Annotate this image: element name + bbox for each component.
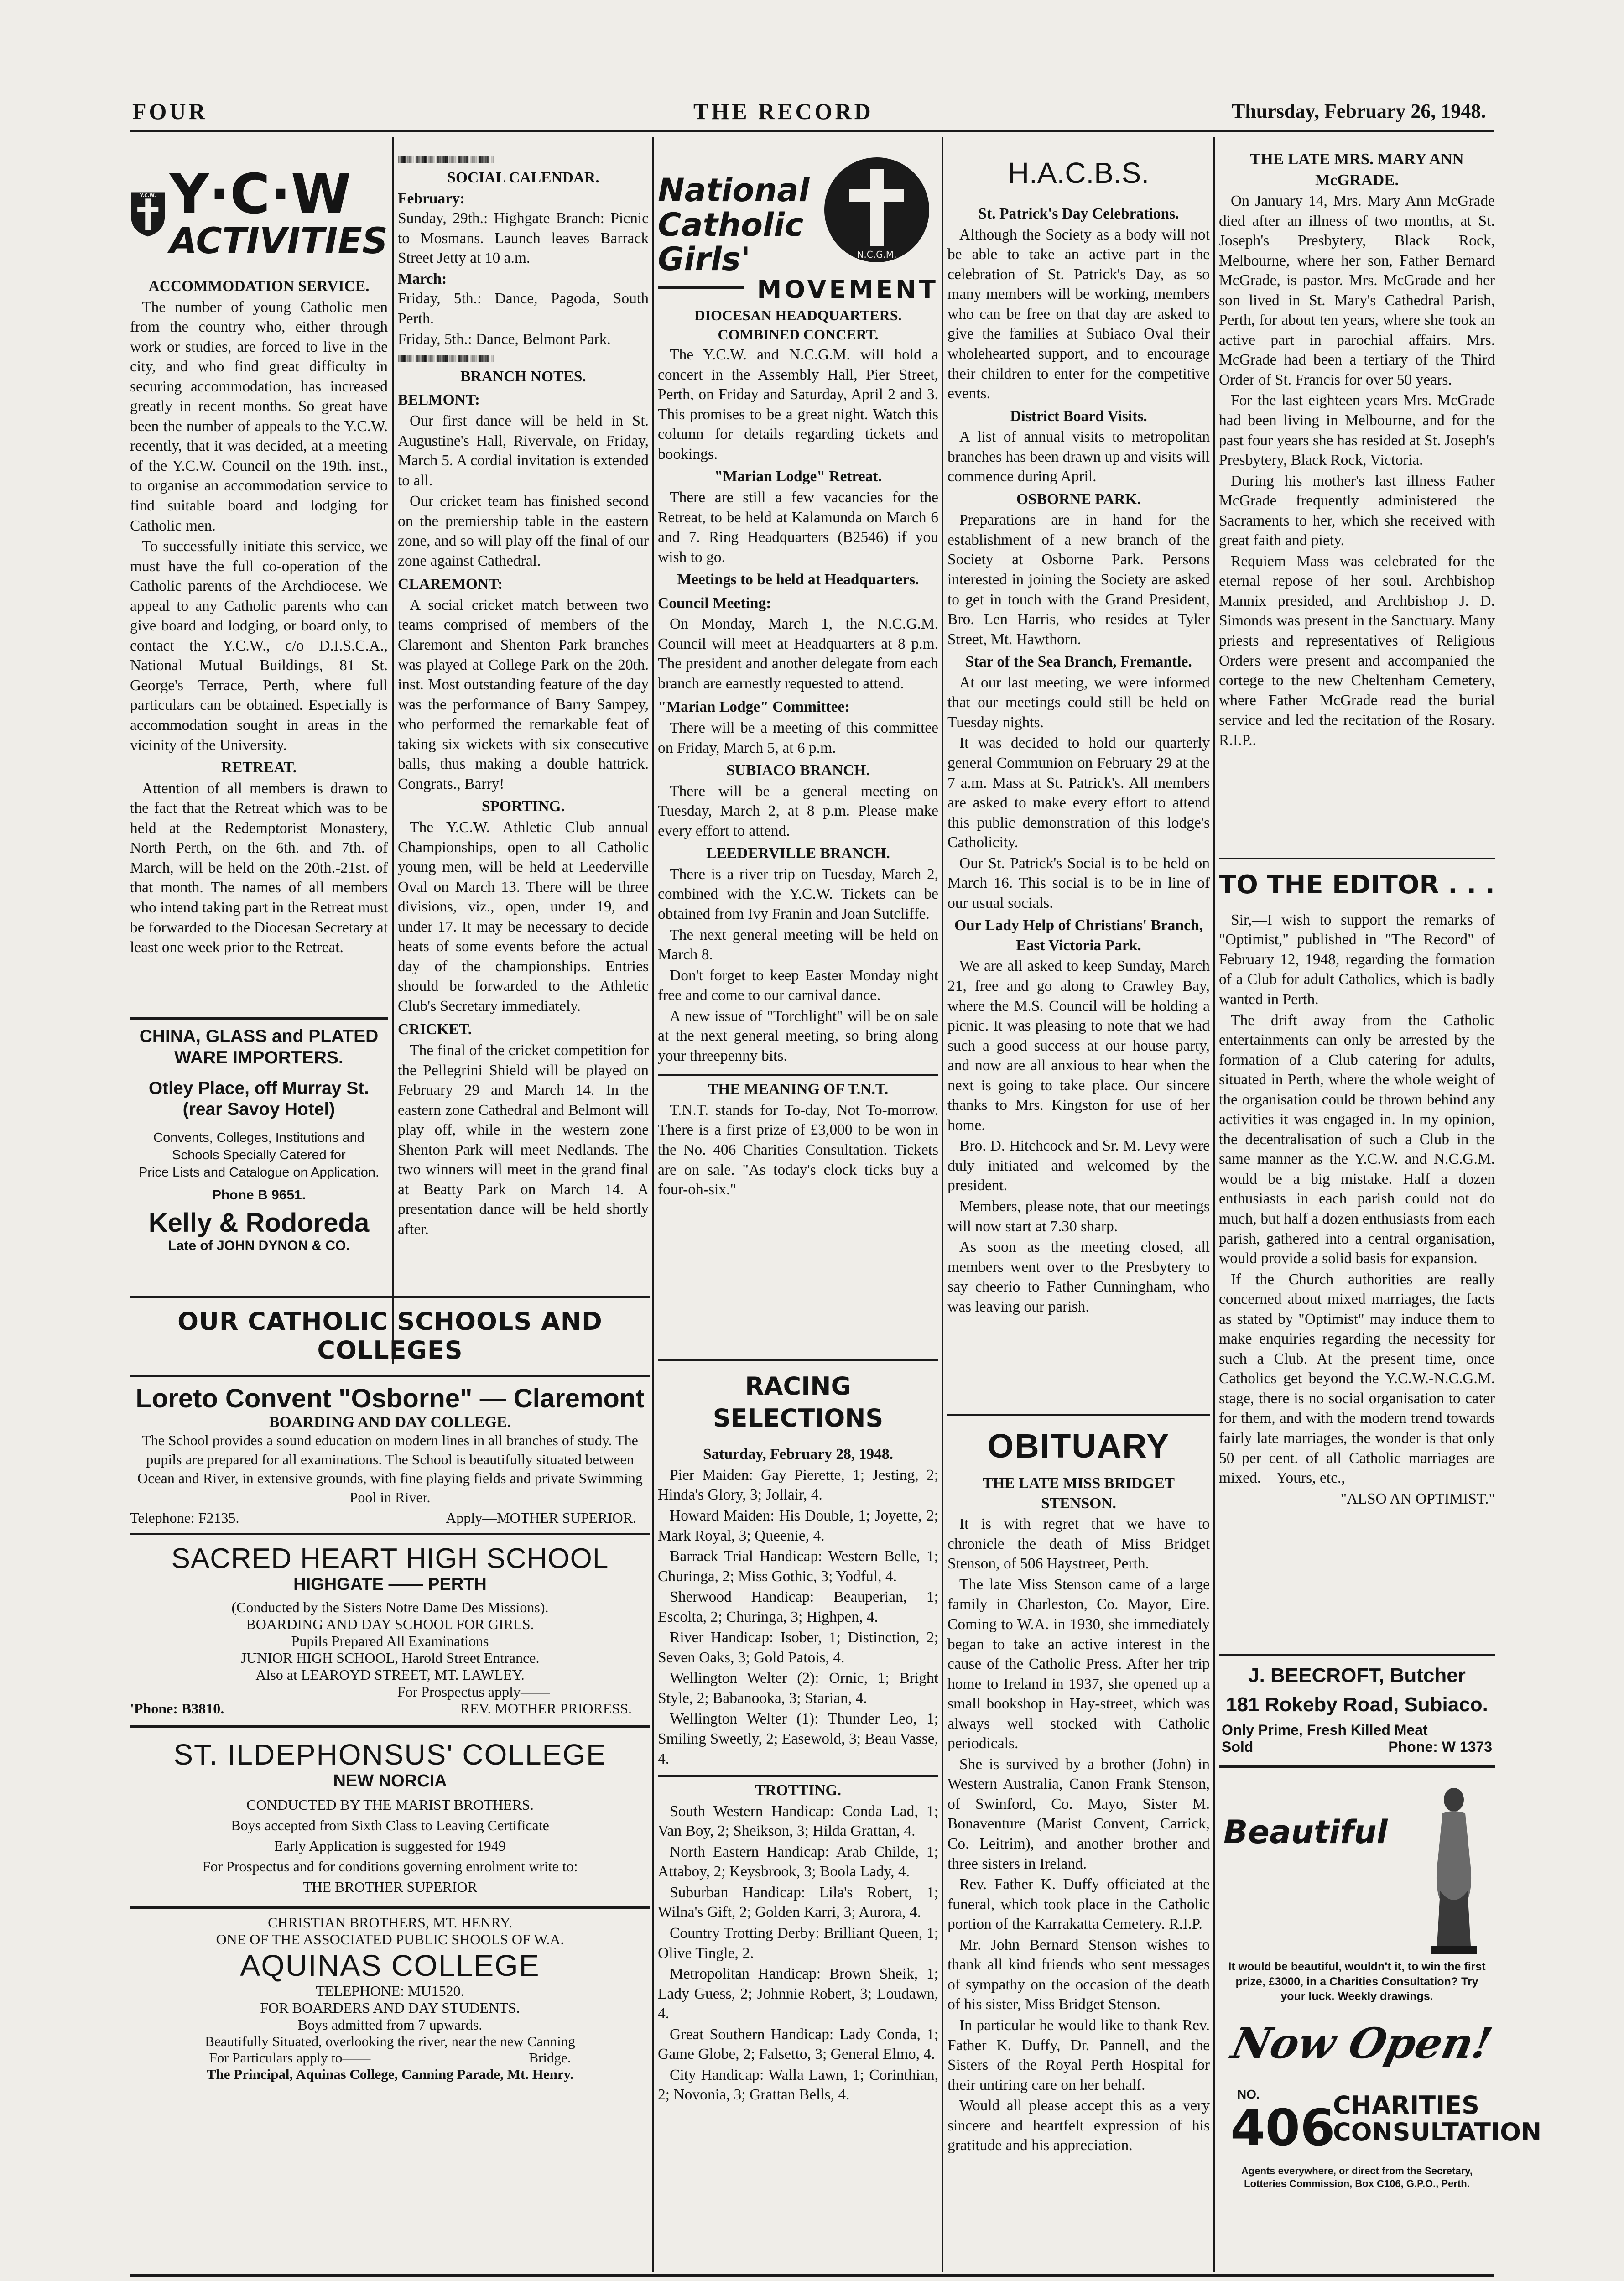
section-rule xyxy=(658,1359,938,1361)
article-paragraph: Mr. John Bernard Stenson wishes to thank all kind friends who sent messages of sympathy on the occasion of the death of his sister, Miss Bridget Stenson. xyxy=(947,1936,1210,2013)
section-heading: Our Lady Help of Christians' Branch, East Victoria Park. xyxy=(954,917,1203,954)
aq-board: FOR BOARDERS AND DAY STUDENTS. xyxy=(260,2000,520,2016)
article-paragraph: At our last meeting, we were informed that our meetings could still be held on Tuesday nights. xyxy=(947,674,1210,731)
race-entry: Suburban Handicap: Lila's Robert, 1; Wilna's Gift, 2; Golden Karri, 3; Aurora, 4. xyxy=(658,1884,938,1921)
ad-firm: Kelly & Rodoreda xyxy=(148,1208,370,1238)
race-entry: Country Trotting Derby: Brilliant Queen, 1; Olive Tingle, 2. xyxy=(658,1924,938,1962)
trot-list xyxy=(658,1802,938,2105)
article-paragraph: There are still a few vacancies for the Retreat, to be held at Kalamunda on March 6 and 7. Ring Headquarters (B2546) if you wish to go. xyxy=(658,489,938,566)
butcher-sold: Sold xyxy=(1222,1739,1254,1755)
venus-statue-icon xyxy=(1420,1781,1488,1955)
article-paragraph: The late Miss Stenson came of a large family in Charleston, Co. Mayor, Eire. Coming to W.A. in 1930, she immediately began to take an active interest in the cause of the Catholic Press. After her trip home to Ireland in 1937, she opened up a small bookshop in Hay-street, which was always well stocked with Catholic periodicals. xyxy=(947,1576,1210,1752)
now-open-title: Now Open! xyxy=(1227,2019,1497,2068)
aq-line: The Principal, Aquinas College, Canning Parade, Mt. Henry. xyxy=(206,2066,574,2083)
section-heading: SUBIACO BRANCH. xyxy=(726,762,870,779)
loreto-phone: Telephone: F2135. xyxy=(130,1510,239,1526)
charities-name: CONSULTATION xyxy=(1333,2118,1542,2147)
subheading: February: xyxy=(398,190,465,207)
section-heading: BRANCH NOTES. xyxy=(460,368,586,385)
aq-title: AQUINAS COLLEGE xyxy=(240,1948,540,1983)
article-paragraph: She is survived by a brother (John) in Western Australia, Canon Frank Stenson, of Swinford, Co. Mayo, Sister M. Bonaventure (Marist Convent, Carrick, Co. Leitrim), and another brother and three sisters in Ireland. xyxy=(947,1755,1210,1872)
issue-date: Thursday, February 26, 1948. xyxy=(1232,100,1486,122)
section-heading: St. Patrick's Day Celebrations. xyxy=(978,205,1179,223)
section-rule xyxy=(658,1074,938,1076)
article-paragraph: During his mother's last illness Father McGrade frequently administered the Sacraments to her, which she received with great faith and piety. xyxy=(1219,472,1495,549)
article-paragraph: Our first dance will be held in St. Augustine's Hall, Rivervale, on Friday, March 5. A cordial invitation is extended to all. xyxy=(398,412,649,489)
article-paragraph: Attention of all members is drawn to the fact that the Retreat which was to be held at the Redemptorist Monastery, North Perth, on the 6th. and 7th. of March, will be held on the 20th.-21st. of that month. The names of all members who intend taking part in the Retreat must be forwarded to the Diocesan Secretary at least one week prior to the Retreat. xyxy=(130,780,388,956)
section-heading: District Board Visits. xyxy=(1010,407,1147,425)
section-heading: RETREAT. xyxy=(221,759,297,776)
article-paragraph: It is with regret that we have to chronicle the death of Miss Bridget Stenson, of 506 Haystreet, Perth. xyxy=(947,1515,1210,1573)
ad-late: Late of JOHN DYNON & CO. xyxy=(168,1238,350,1254)
article-paragraph: T.N.T. stands for To-day, Not To-morrow. There is a first prize of £3,000 to be won in the No. 406 Charities Consultation. Tickets are on sale. "As today's clock ticks buy a four-oh-six." xyxy=(658,1101,938,1198)
charities-ad xyxy=(1219,1772,1542,2274)
article-paragraph: Don't forget to keep Easter Monday night free and come to our carnival dance. xyxy=(658,967,938,1004)
ncgm-movement: MOVEMENT xyxy=(757,275,938,304)
article-paragraph: The number of young Catholic men from the country who, either through work or studies, are forced to live in the city, and who find great difficulty in securing accommodation, has increased greatly in recent months. So great have been the number of appeals to the Y.C.W. recently, that it was decided, at a meeting of the Y.C.W. Council on the 19th. inst., to organise an accommodation service to find suitable board and lodging for Catholic men. xyxy=(130,298,388,534)
ild-line: Boys accepted from Sixth Class to Leaving Certificate xyxy=(231,1817,549,1834)
ild-sub: NEW NORCIA xyxy=(333,1771,447,1791)
subheading: BELMONT: xyxy=(398,391,480,409)
article-paragraph: A social cricket match between two teams comprised of members of the Claremont and Shenton Park branches was played at College Park on the 20th. inst. Most outstanding feature of the day was the performance of Barry Sampey, who performed the remarkable feat of taking six wickets with six consecutive balls, thus making a double hattrick. Congrats., Barry! xyxy=(398,596,649,792)
racing-title: RACING SELECTIONS xyxy=(713,1372,884,1433)
paper-title: THE RECORD xyxy=(693,99,874,124)
ycw-logo-text: Y·C·W xyxy=(169,163,351,227)
race-entry: City Handicap: Walla Lawn, 1; Corinthian, 2; Novonia, 3; Grattan Bells, 4. xyxy=(658,2066,938,2104)
sh-junior: JUNIOR HIGH SCHOOL, Harold Street Entrance. xyxy=(240,1650,540,1666)
article-paragraph: For the last eighteen years Mrs. McGrade had been living in Melbourne, and for the past four years she has resided at St. Joseph's Presbytery, Black Rock, Victoria. xyxy=(1219,392,1495,469)
subheading: "Marian Lodge" Committee: xyxy=(658,698,850,716)
butcher-name: J. BEECROFT, Butcher xyxy=(1248,1664,1466,1687)
section-heading: DIOCESAN HEADQUARTERS. COMBINED CONCERT. xyxy=(694,307,902,343)
charities-no: NO. xyxy=(1237,2087,1260,2101)
letter-paragraph: Sir,—I wish to support the remarks of "Optimist," published in "The Record" of February 12, 1948, regarding the formation of a Club for adult Catholics, which is badly wanted in Perth. xyxy=(1219,911,1495,1008)
masthead-rule xyxy=(130,130,1494,132)
sh-mother: REV. MOTHER PRIORESS. xyxy=(460,1700,632,1717)
subheading: CLAREMONT: xyxy=(398,576,503,593)
ncgm-column xyxy=(658,146,938,1300)
section-heading: SPORTING. xyxy=(481,798,565,815)
letter-paragraph: If the Church authorities are really concerned about mixed marriages, the facts as stated by "Optimist" may induce them to make enquiries regarding the necessity for such a Club. At the present time, once Catholics get beyond the Y.C.W.-N.C.G.M. stage, there is no social organisation to cater for them, and with the modern trend towards fairly late marriages, the wonder is that only 50 per cent. of all Catholic marriages are mixed.—Yours, etc., xyxy=(1219,1271,1495,1487)
race-entry: South Western Handicap: Conda Lad, 1; Van Boy, 2; Sheikson, 3; Hilda Grattan, 4. xyxy=(658,1802,938,1840)
race-entry: Wellington Welter (2): Ornic, 1; Bright Style, 2; Babanooka, 3; Starian, 4. xyxy=(658,1670,938,1707)
sh-cond: (Conducted by the Sisters Notre Dame Des Missions). xyxy=(231,1599,549,1616)
subheading: March: xyxy=(398,270,447,287)
article-paragraph: Requiem Mass was celebrated for the eternal repose of her soul. Archbishop Mannix presided, and Archbishop J. D. Simonds was present in the Sanctuary. Many priests and representatives of Religious Orders were present and accompanied the cortege to the new Cheltenham Cemetery, where Father McGrade read the burial service and led the recitation of the Rosary. R.I.P.. xyxy=(1219,552,1495,749)
charities-number: 406 xyxy=(1230,2099,1335,2157)
section-rule xyxy=(1219,858,1495,859)
article-paragraph: The final of the cricket competition for the Pellegrini Shield will be played on February 29 and March 14. In the eastern zone Cathedral and Belmont will play off, while in the western zone Shenton Park will meet Nedlands. The two winners will meet in the grand final at Beatty Park on March 14. A presentation dance will be held shortly after. xyxy=(398,1042,649,1238)
obituary-column xyxy=(947,1414,1210,2272)
section-heading: Star of the Sea Branch, Fremantle. xyxy=(965,653,1192,671)
section-heading: THE MEANING OF T.N.T. xyxy=(708,1081,889,1098)
footer-rule xyxy=(130,2274,1494,2277)
race-entry: North Eastern Handicap: Arab Childe, 1; Attaboy, 2; Keysbrook, 3; Boola Lady, 4. xyxy=(658,1843,938,1880)
article-paragraph: Our St. Patrick's Social is to be held on March 16. This social is to be in line of our usual socials. xyxy=(947,854,1210,911)
article-paragraph: The next general meeting will be held on March 8. xyxy=(658,926,938,963)
ncgm-cross-emblem-icon xyxy=(822,155,932,265)
article-paragraph: We are all asked to keep Sunday, March 21, free and go along to Crawley Bay, where the M.S. Council will be holding a picnic. It was pleasing to note that we had such a good success at our house party, and now are all anxious to hear when the next is going to take place. Our sincere thanks to Mrs. Kingston for use of her home. xyxy=(947,958,1210,1134)
aq-phone: TELEPHONE: MU1520. xyxy=(316,1983,464,2000)
calendar-entry: Sunday, 29th.: Highgate Branch: Picnic to Mosmans. Launch leaves Barrack Street Jetty at 10 a.m. xyxy=(398,210,649,267)
letter-signature: "ALSO AN OPTIMIST." xyxy=(1340,1490,1495,1507)
article-paragraph: As soon as the meeting closed, all members went over to the Presbytery to say cheerio to Father Cunningham, who was leaving our parish. xyxy=(947,1239,1210,1315)
ildephonsus-ad xyxy=(130,1728,650,1896)
aq-boys: Boys admitted from 7 upwards. xyxy=(297,2016,483,2033)
article-paragraph: A new issue of "Torchlight" will be on sale at the next general meeting, so bring along your threepenny bits. xyxy=(658,1007,938,1064)
sh-prospectus: For Prospectus apply—— xyxy=(397,1683,550,1700)
sh-board: BOARDING AND DAY SCHOOL FOR GIRLS. xyxy=(246,1616,534,1633)
article-paragraph: To successfully initiate this service, we must have the full co-operation of the Catholic parents of the Archdiocese. We appeal to any Catholic parents who can give board and lodging, or board only, to contact the Y.C.W., c/o D.I.S.C.A., National Mutual Buildings, 81 St. George's Terrace, Perth, where full particulars can be obtained. Especially is accommodation sought in areas in the vicinity of the University. xyxy=(130,538,388,754)
racing-column xyxy=(658,1359,938,2272)
ncgm-title-line: National xyxy=(658,172,810,209)
article-paragraph: There is a river trip on Tuesday, March 2, combined with the Y.C.W. Tickets can be obtained from Ivy Franin and Joan Sutcliffe. xyxy=(658,865,938,922)
aq-line: Bridge. xyxy=(529,2050,571,2066)
editor-column xyxy=(1219,858,1495,1651)
loreto-apply: Apply—MOTHER SUPERIOR. xyxy=(446,1510,636,1526)
aq-top: ONE OF THE ASSOCIATED PUBLIC SHOOLS OF W.A. xyxy=(216,1931,564,1948)
calendar-entry: Friday, 5th.: Dance, Pagoda, South Perth. xyxy=(398,290,649,327)
schools-block xyxy=(130,1296,650,2272)
butcher-phone: Phone: W 1373 xyxy=(1388,1739,1492,1755)
sh-title: SACRED HEART HIGH SCHOOL xyxy=(171,1543,609,1575)
section-heading: "Marian Lodge" Retreat. xyxy=(714,468,882,485)
column-divider xyxy=(392,137,394,1364)
race-entry: Great Southern Handicap: Lady Conda, 1; Game Globe, 2; Falsetto, 3; General Elmo, 4. xyxy=(658,2026,938,2063)
loreto-title: Loreto Convent "Osborne" — Claremont xyxy=(135,1384,645,1413)
butcher-ad xyxy=(1219,1654,1495,1768)
column-divider xyxy=(652,137,654,2272)
svg-text:N.C.G.M.: N.C.G.M. xyxy=(857,249,897,260)
section-heading: Meetings to be held at Headquarters. xyxy=(677,571,919,588)
article-paragraph: Bro. D. Hitchcock and Sr. M. Levy were duly initiated and welcomed by the president. xyxy=(947,1137,1210,1194)
article-paragraph: On Monday, March 1, the N.C.G.M. Council will meet at Headquarters at 8 p.m. The president and another delegate from each branch are earnestly requested to attend. xyxy=(658,615,938,692)
article-paragraph: Members, please note, that our meetings will now start at 7.30 sharp. xyxy=(947,1198,1210,1235)
article-paragraph: The Y.C.W. Athletic Club annual Championships, open to all Catholic young men, will be held at Leederville Oval on March 13. There will be three divisions, viz., open, under 19, and under 17. It may be necessary to decide heats of some events before the actual day of the championships. Entries should be forwarded to the Athletic Club's Secretary immediately. xyxy=(398,818,649,1015)
ornament-rule: ‖‖‖‖‖‖‖‖‖‖‖‖‖‖‖‖‖‖‖‖‖‖‖‖‖‖‖‖‖‖‖‖‖‖‖‖‖‖‖‖‖‖‖‖‖‖‖‖‖‖ xyxy=(398,354,493,364)
subheading: CRICKET. xyxy=(398,1021,472,1038)
article-paragraph: There will be a meeting of this committee on Friday, March 5, at 6 p.m. xyxy=(658,719,938,756)
article-paragraph: On January 14, Mrs. Mary Ann McGrade died after an illness of two months, at St. Joseph's Presbytery, Black Rock, Melbourne, where her son, Father Bernard McGrade, is pastor. Mrs. McGrade and her son lived in St. Mary's Cathedral Parish, Perth, for about ten years, where she took an active part in parochial affairs. Mrs. McGrade had been a tertiary of the Third Order of St. Francis for over 50 years. xyxy=(1219,193,1495,388)
charities-agents: Agents everywhere, or direct from the Secretary, Lotteries Commission, Box C106, G.P.O., Perth. xyxy=(1241,2165,1473,2189)
editor-title: TO THE EDITOR . . . xyxy=(1219,870,1495,900)
butcher-address: 181 Rokeby Road, Subiaco. xyxy=(1226,1693,1488,1716)
section-heading: LEEDERVILLE BRANCH. xyxy=(706,845,890,862)
section-heading: SOCIAL CALENDAR. xyxy=(447,169,599,186)
article-paragraph: Although the Society as a body will not be able to take an active part in the celebration of St. Patrick's Day, as so many members will be working, members who can be free on that day are asked to give the families at Subiaco Oval their wholehearted support, and to encourage their children to enter for the competitive events. xyxy=(947,226,1210,402)
aq-top: CHRISTIAN BROTHERS, MT. HENRY. xyxy=(268,1914,512,1931)
schools-banner: OUR CATHOLIC SCHOOLS AND COLLEGES xyxy=(177,1307,603,1364)
article-paragraph: Rev. Father K. Duffy officiated at the funeral, which took place in the Catholic portion of the Karrakatta Cemetery. R.I.P. xyxy=(947,1876,1210,1933)
ad-line: Price Lists and Catalogue on Application. xyxy=(138,1165,380,1180)
aq-line: For Particulars apply to—— xyxy=(209,2050,371,2066)
aquinas-ad xyxy=(130,1909,650,2083)
race-list xyxy=(658,1465,938,1769)
heading-rule xyxy=(658,286,744,289)
ild-line: THE BROTHER SUPERIOR xyxy=(302,1879,478,1896)
section-heading: OSBORNE PARK. xyxy=(1016,490,1141,508)
hacbs-column xyxy=(947,151,1210,1414)
sh-phone: 'Phone: B3810. xyxy=(130,1700,224,1717)
subheading: Council Meeting: xyxy=(658,594,771,612)
article-paragraph: The Y.C.W. and N.C.G.M. will hold a concert in the Assembly Hall, Pier Street, Perth, on Friday and Saturday, April 2 and 3. This promises to be a great night. Watch this column for details regarding tickets and bookings. xyxy=(658,346,938,463)
race-entry: Howard Maiden: His Double, 1; Joyette, 2; Mark Royal, 3; Queenie, 4. xyxy=(658,1507,938,1544)
section-heading: THE LATE MRS. MARY ANN McGRADE. xyxy=(1250,150,1464,189)
obituary-title: OBITUARY xyxy=(987,1427,1170,1465)
column-divider xyxy=(1213,137,1215,2272)
racing-date: Saturday, February 28, 1948. xyxy=(703,1446,893,1463)
article-paragraph: It was decided to hold our quarterly general Communion on February 29 at the 7 a.m. Mass at St. Patrick's. All members are asked to make every effort to attend this public demonstration of this lodge's Catholicity. xyxy=(947,734,1210,851)
race-entry: Barrack Trial Handicap: Western Belle, 1; Churinga, 2; Miss Gothic, 3; Yodful, 4. xyxy=(658,1548,938,1585)
ad-phone: Phone B 9651. xyxy=(212,1187,306,1203)
ad-line: Convents, Colleges, Institutions and Schools Specially Catered for xyxy=(153,1130,364,1162)
charities-name: CHARITIES xyxy=(1333,2091,1479,2120)
section-rule xyxy=(658,1775,938,1777)
ild-cond: CONDUCTED BY THE MARIST BROTHERS. xyxy=(246,1797,534,1813)
section-heading: TROTTING. xyxy=(755,1782,841,1799)
ncgm-masthead xyxy=(658,146,938,303)
section-heading: THE LATE MISS BRIDGET STENSON. xyxy=(982,1475,1175,1512)
ad-title: CHINA, GLASS and PLATED WARE IMPORTERS. xyxy=(139,1026,379,1068)
ild-line: For Prospectus and for conditions governing enrolment write to: xyxy=(202,1858,578,1875)
ycw-column xyxy=(130,155,388,1013)
sh-also: Also at LEAROYD STREET, MT. LAWLEY. xyxy=(255,1666,525,1683)
letter-paragraph: The drift away from the Catholic entertainments can only be arrested by the formation of a Club catering for adults, situated in Perth, where the whole weight of the organisation could be thrown behind any activities it was engaged in. In my opinion, the decentralisation of such a Club in the same manner as the Y.C.W. and N.C.G.M. would be a big mistake. Half a dozen enthusiasts in each parish could not do much, but half a dozen enthusiasts from each parish, gathered into a central organisation, would provide a solid basis for expansion. xyxy=(1219,1011,1495,1267)
ad-address: Otley Place, off Murray St. (rear Savoy Hotel) xyxy=(148,1078,370,1120)
ncgm-title-line: Catholic xyxy=(658,206,804,244)
social-calendar-column xyxy=(398,155,649,1364)
race-entry: River Handicap: Isober, 1; Distinction, 2; Seven Oaks, 3; Gold Patois, 4. xyxy=(658,1629,938,1666)
section-rule xyxy=(947,1414,1210,1416)
race-entry: Metropolitan Handicap: Brown Sheik, 1; Lady Guess, 2; Johnnie Robert, 3; Loudawn, 4. xyxy=(658,1965,938,2022)
page-number: FOUR xyxy=(132,99,208,124)
mcgrade-column xyxy=(1219,146,1495,858)
loreto-sub: BOARDING AND DAY COLLEGE. xyxy=(269,1414,511,1431)
sh-sub: HIGHGATE —— PERTH xyxy=(293,1575,487,1594)
section-heading: ACCOMMODATION SERVICE. xyxy=(148,278,370,295)
article-paragraph: Our cricket team has finished second on the premiership table in the eastern zone, and so will play off the final of our zone against Cathedral. xyxy=(398,493,649,569)
sacred-heart-ad xyxy=(130,1535,650,1717)
race-entry: Wellington Welter (1): Thunder Leo, 1; Smiling Sweetly, 2; Easewold, 3; Beau Vasse, 4. xyxy=(658,1710,938,1767)
svg-text:Y.C.W.: Y.C.W. xyxy=(140,193,156,199)
loreto-ad xyxy=(130,1377,650,1526)
article-paragraph: In particular he would like to thank Rev. Father K. Duffy, Dr. Pannell, and the Sisters of the Royal Perth Hospital for their untiring care on her behalf. xyxy=(947,2016,1210,2094)
beautiful-title: Beautiful xyxy=(1223,1813,1388,1851)
butcher-line: Only Prime, Fresh Killed Meat xyxy=(1222,1722,1428,1738)
loreto-body: The School provides a sound education on modern lines in all branches of study. The pupils are prepared for all examinations. The School is beautifully situated between Ocean and River, in extensive grounds, with fine playing fields and private Swimming Pool in River. xyxy=(137,1432,643,1505)
column-divider xyxy=(942,137,943,2272)
ycw-logo xyxy=(130,155,388,274)
charities-text: It would be beautiful, wouldn't it, to win the first prize, £3000, in a Charities Consultation? Try your luck. Weekly drawings. xyxy=(1228,1960,1486,2003)
ild-line: Early Application is suggested for 1949 xyxy=(274,1838,506,1854)
article-paragraph: A list of annual visits to metropolitan branches has been drawn up and visits will commence during April. xyxy=(947,428,1210,485)
article-paragraph: There will be a general meeting on Tuesday, March 2, at 8 p.m. Please make every effort to attend. xyxy=(658,782,938,839)
section-rule xyxy=(130,1296,650,1298)
race-entry: Pier Maiden: Gay Pierette, 1; Jesting, 2; Hinda's Glory, 3; Jollair, 4. xyxy=(658,1466,938,1504)
china-glass-ad xyxy=(130,1017,388,1286)
ycw-shield-icon xyxy=(130,164,166,265)
article-paragraph: Would all please accept this as a very sincere and heartfelt expression of his gratitude and his appreciation. xyxy=(947,2097,1210,2154)
article-paragraph: Preparations are in hand for the establishment of a new branch of the Society at Osborne Park. Persons interested in joining the Society are asked to get in touch with the Grand President, Bro. Len Harris, who resides at Tyler Street, Mt. Hawthorn. xyxy=(947,511,1210,648)
ycw-activities-title: ACTIVITIES xyxy=(169,221,388,262)
sh-pupils: Pupils Prepared All Examinations xyxy=(291,1633,489,1650)
hacbs-title: H.A.C.B.S. xyxy=(1008,156,1150,189)
ornament-rule: ‖‖‖‖‖‖‖‖‖‖‖‖‖‖‖‖‖‖‖‖‖‖‖‖‖‖‖‖‖‖‖‖‖‖‖‖‖‖‖‖‖‖‖‖‖‖‖‖‖‖ xyxy=(398,155,493,165)
aq-line: Beautifully Situated, overlooking the river, near the new Canning xyxy=(205,2033,575,2050)
ncgm-title-line: Girls' xyxy=(658,240,751,278)
ild-title: ST. ILDEPHONSUS' COLLEGE xyxy=(173,1738,607,1771)
calendar-entry: Friday, 5th.: Dance, Belmont Park. xyxy=(398,331,611,348)
race-entry: Sherwood Handicap: Beauperian, 1; Escolta, 2; Churinga, 3; Highpen, 4. xyxy=(658,1588,938,1625)
